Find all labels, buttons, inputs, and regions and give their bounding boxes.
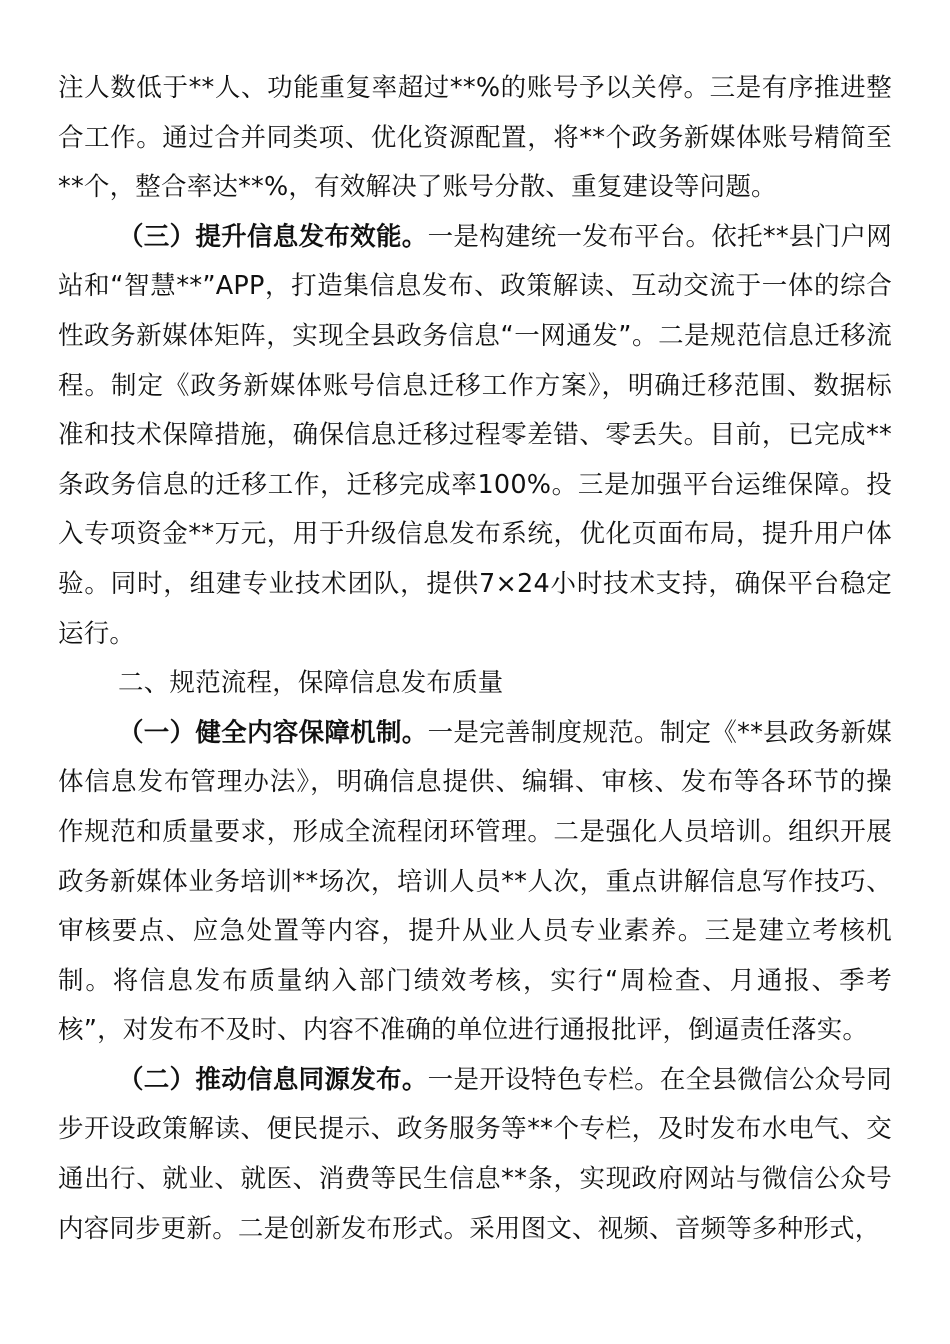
paragraph-body: 一是完善制度规范。制定《**县政务新媒体信息发布管理办法》，明确信息提供、编辑、审核、发布等各环节的操作规范和质量要求，形成全流程闭环管理。二是强化人员培训。组织开展政务新媒体业务培训**场次，培训人员**人次，重点讲解信息写作技巧、审核要点、应急处置等内容，提升从业人员专业素养。三是建立考核机制。将信息发布质量纳入部门绩效考核，实行“周检查、月通报、季考核”，对发布不及时、内容不准确的单位进行通报批评，倒逼责任落实。: [58, 717, 892, 1046]
section-heading: （三）提升信息发布效能。: [118, 221, 428, 252]
paragraph-section-two-title: [58, 659, 892, 709]
paragraph-body: 一是开设特色专栏。在全县微信公众号同步开设政策解读、便民提示、政务服务等**个专栏，及时发布水电气、交通出行、就业、就医、消费等民生信息**条，实现政府网站与微信公众号内容同步更新。二是创新发布形式。采用图文、视频、音频等多种形式，: [58, 1064, 892, 1244]
section-heading: （二）推动信息同源发布。: [118, 1064, 428, 1095]
section-title: 二、规范流程，保障信息发布质量: [118, 668, 504, 699]
paragraph-account-closure: [58, 64, 892, 213]
document-page: [58, 64, 892, 1254]
section-heading: （一）健全内容保障机制。: [118, 717, 428, 748]
paragraph-publishing-efficiency: [58, 213, 892, 659]
paragraph-content-mechanism: [58, 709, 892, 1056]
paragraph-same-source-publishing: [58, 1056, 892, 1254]
paragraph-body: 一是构建统一发布平台。依托**县门户网站和“智慧**”APP，打造集信息发布、政策解读、互动交流于一体的综合性政务新媒体矩阵，实现全县政务信息“一网通发”。二是规范信息迁移流程。制定《政务新媒体账号信息迁移工作方案》，明确迁移范围、数据标准和技术保障措施，确保信息迁移过程零差错、零丢失。目前，已完成**条政务信息的迁移工作，迁移完成率100%。三是加强平台运维保障。投入专项资金**万元，用于升级信息发布系统，优化页面布局，提升用户体验。同时，组建专业技术团队，提供7×24小时技术支持，确保平台稳定运行。: [58, 221, 892, 649]
paragraph-body: 注人数低于**人、功能重复率超过**%的账号予以关停。三是有序推进整合工作。通过合并同类项、优化资源配置，将**个政务新媒体账号精简至**个，整合率达**%，有效解决了账号分散、重复建设等问题。: [58, 73, 892, 203]
